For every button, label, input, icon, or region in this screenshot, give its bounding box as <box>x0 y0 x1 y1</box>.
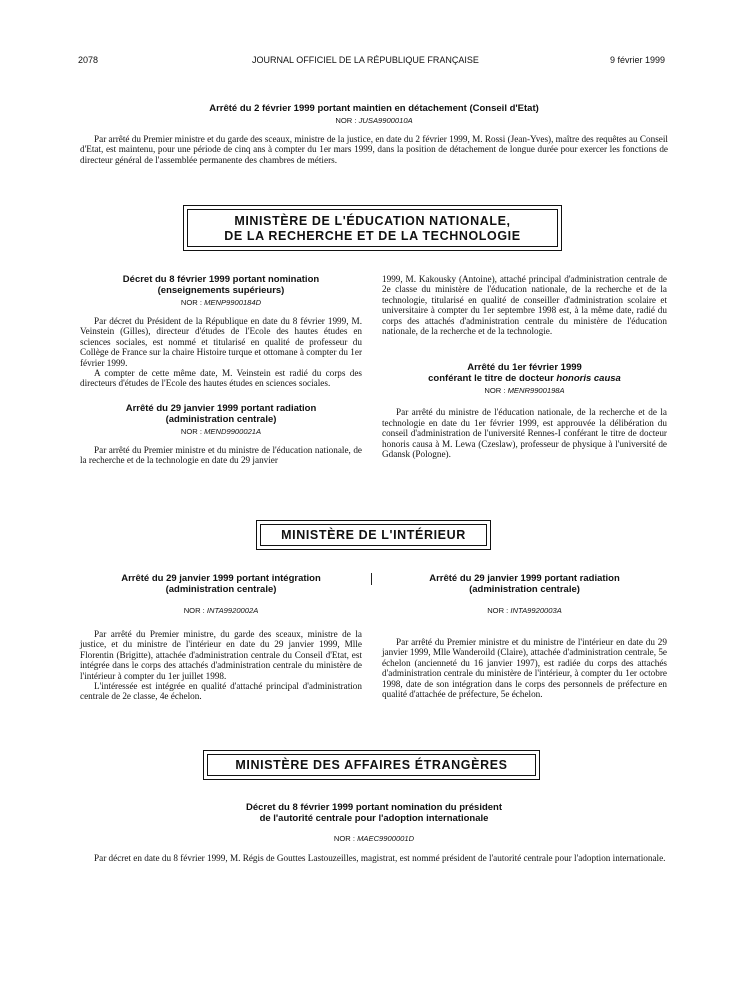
ministry-name-line1: MINISTÈRE DE L'ÉDUCATION NATIONALE, <box>234 214 511 228</box>
section-text: Par arrêté du Premier ministre et du garde des sceaux, ministre de la justice, en date du 2 février 1999, M. Rossi (Jean-Yves), maître des requêtes au Conseil d'Etat, est maintenu, pour une période de cinq ans à compter du 1er mars 1999, dans la position de détachement de longue durée pour exercer les fonctions de directeur général de l'assemblée permanente des chambres de métiers. <box>80 134 668 165</box>
section-subtitle: (enseignements supérieurs) <box>157 285 285 296</box>
journal-title: JOURNAL OFFICIEL DE LA RÉPUBLIQUE FRANÇAISE <box>252 55 479 65</box>
column-divider <box>371 573 372 585</box>
section-text: Par décret en date du 8 février 1999, M. Régis de Gouttes Lastouzeilles, magistrat, est nommé président de l'autorité centrale pour l'adoption internationale. <box>94 853 666 863</box>
decret-nomination-president-autorite <box>80 802 668 863</box>
section-title: Décret du 8 février 1999 portant nomination du président <box>245 802 503 813</box>
arrete-radiation-kakousky <box>80 403 362 466</box>
section-title: Arrêté du 1er février 1999 <box>467 362 582 374</box>
section-title: Décret du 8 février 1999 portant nomination <box>122 274 320 285</box>
page-number: 2078 <box>78 55 99 65</box>
ministry-name: MINISTÈRE DE L'INTÉRIEUR <box>281 528 466 542</box>
arrete-integration-florentin <box>80 573 362 702</box>
section-text: Par arrêté du Premier ministre, du garde des sceaux, ministre de la justice, et du ministre de l'intérieur en date du 29 janvier 1999, Mlle Florentin (Brigitte), attachée d'administration centrale du Conseil d'Etat, est intégrée dans le corps des attachés d'administration centrale du ministère de l'intérieur à compter du 1er juillet 1998. L'intéressée est intégrée en qualité d'attaché principal d'administration centrale de 2e classe, 4e échelon. <box>80 629 362 702</box>
nor-reference: NOR : MENP9900184D <box>180 298 262 307</box>
ministry-name-line2: DE LA RECHERCHE ET DE LA TECHNOLOGIE <box>224 229 521 243</box>
ministry-box-interieur <box>256 520 491 550</box>
section-text: Par arrêté du ministre de l'éducation nationale, de la recherche et de la technologie en date du 1er février 1999, est approuvée la délibération du conseil d'administration de l'université Rennes-I conférant le titre de docteur honoris causa à M. Lewa (Czeslaw), professeur de physique à l'université de Gdansk (Pologne). <box>382 407 667 460</box>
arrete-radiation-wanderoild <box>382 573 667 699</box>
nor-reference: NOR : INTA9920003A <box>487 606 562 615</box>
section-subtitle: (administration centrale) <box>469 584 580 595</box>
nor-reference: NOR : MENR9900198A <box>484 386 565 396</box>
ministry-box-education <box>183 205 562 251</box>
section-subtitle: de l'autorité centrale pour l'adoption internationale <box>259 813 489 824</box>
right-column-education <box>382 274 667 459</box>
issue-date: 9 février 1999 <box>609 55 665 65</box>
nor-reference: NOR : MEND9900021A <box>180 426 262 436</box>
nor-reference: NOR : JUSA9900010A <box>335 116 413 125</box>
left-column-education <box>80 274 362 466</box>
section-text-continued: 1999, M. Kakousky (Antoine), attaché principal d'administration centrale de 2e classe du ministère de l'éducation nationale, de la recherche et de la technologie, titularisé en qualité de conseiller d'administration scolaire et universitaire à compter du 1er septembre 1998 est, à la même date, radié du corps des attachés d'administration centrale du ministère de l'éducation nationale, de la recherche et de la technologie. <box>382 274 667 337</box>
section-title: Arrêté du 29 janvier 1999 portant radiation <box>125 402 317 414</box>
section-subtitle: (administration centrale) <box>165 413 277 425</box>
ministry-name: MINISTÈRE DES AFFAIRES ÉTRANGÈRES <box>235 758 508 772</box>
section-title: Arrêté du 29 janvier 1999 portant intégration <box>121 573 321 584</box>
decret-nomination-veinstein <box>80 274 362 389</box>
section-text: Par décret du Président de la République en date du 8 février 1999, M. Veinstein (Gilles), directeur d'études de l'Ecole des hautes études en sciences sociales, est nommé et titularisé en qualité de professeur du Collège de France sur la chaire Histoire turque et ottomane à compter du 1er février 1999. A compter de cette même date, M. Veinstein est radié du corps des directeurs d'études de l'Ecole des hautes études en sciences sociales. <box>80 316 362 389</box>
section-subtitle: conférant le titre de docteur honoris causa <box>428 373 621 385</box>
arrete-honoris-causa <box>382 362 667 459</box>
nor-reference: NOR : INTA9920002A <box>183 606 259 615</box>
ministry-box-affaires-etrangeres <box>203 750 540 780</box>
section-text: Par arrêté du Premier ministre et du ministre de l'éducation nationale, de la recherche et de la technologie en date du 29 janvier <box>80 444 362 466</box>
section-text: Par arrêté du Premier ministre et du ministre de l'intérieur en date du 29 janvier 1999, Mlle Wanderoild (Claire), attachée d'administration centrale, 5e échelon (ancienneté du 16 janvier 1997), est radiée du corps des attachés d'administration centrale du ministère de l'intérieur, à compter du 1er octobre 1998, date de son intégration dans le corps des personnels de préfecture en qualité d'attachée de préfecture, 5e échelon. <box>382 637 667 700</box>
section-subtitle: (administration centrale) <box>165 584 277 595</box>
arrete-maintien-detachement <box>80 103 668 165</box>
nor-reference: NOR : MAEC9900001D <box>333 834 415 843</box>
section-title: Arrêté du 2 février 1999 portant maintien en détachement (Conseil d'Etat) <box>209 103 539 114</box>
section-title: Arrêté du 29 janvier 1999 portant radiation <box>429 573 620 584</box>
